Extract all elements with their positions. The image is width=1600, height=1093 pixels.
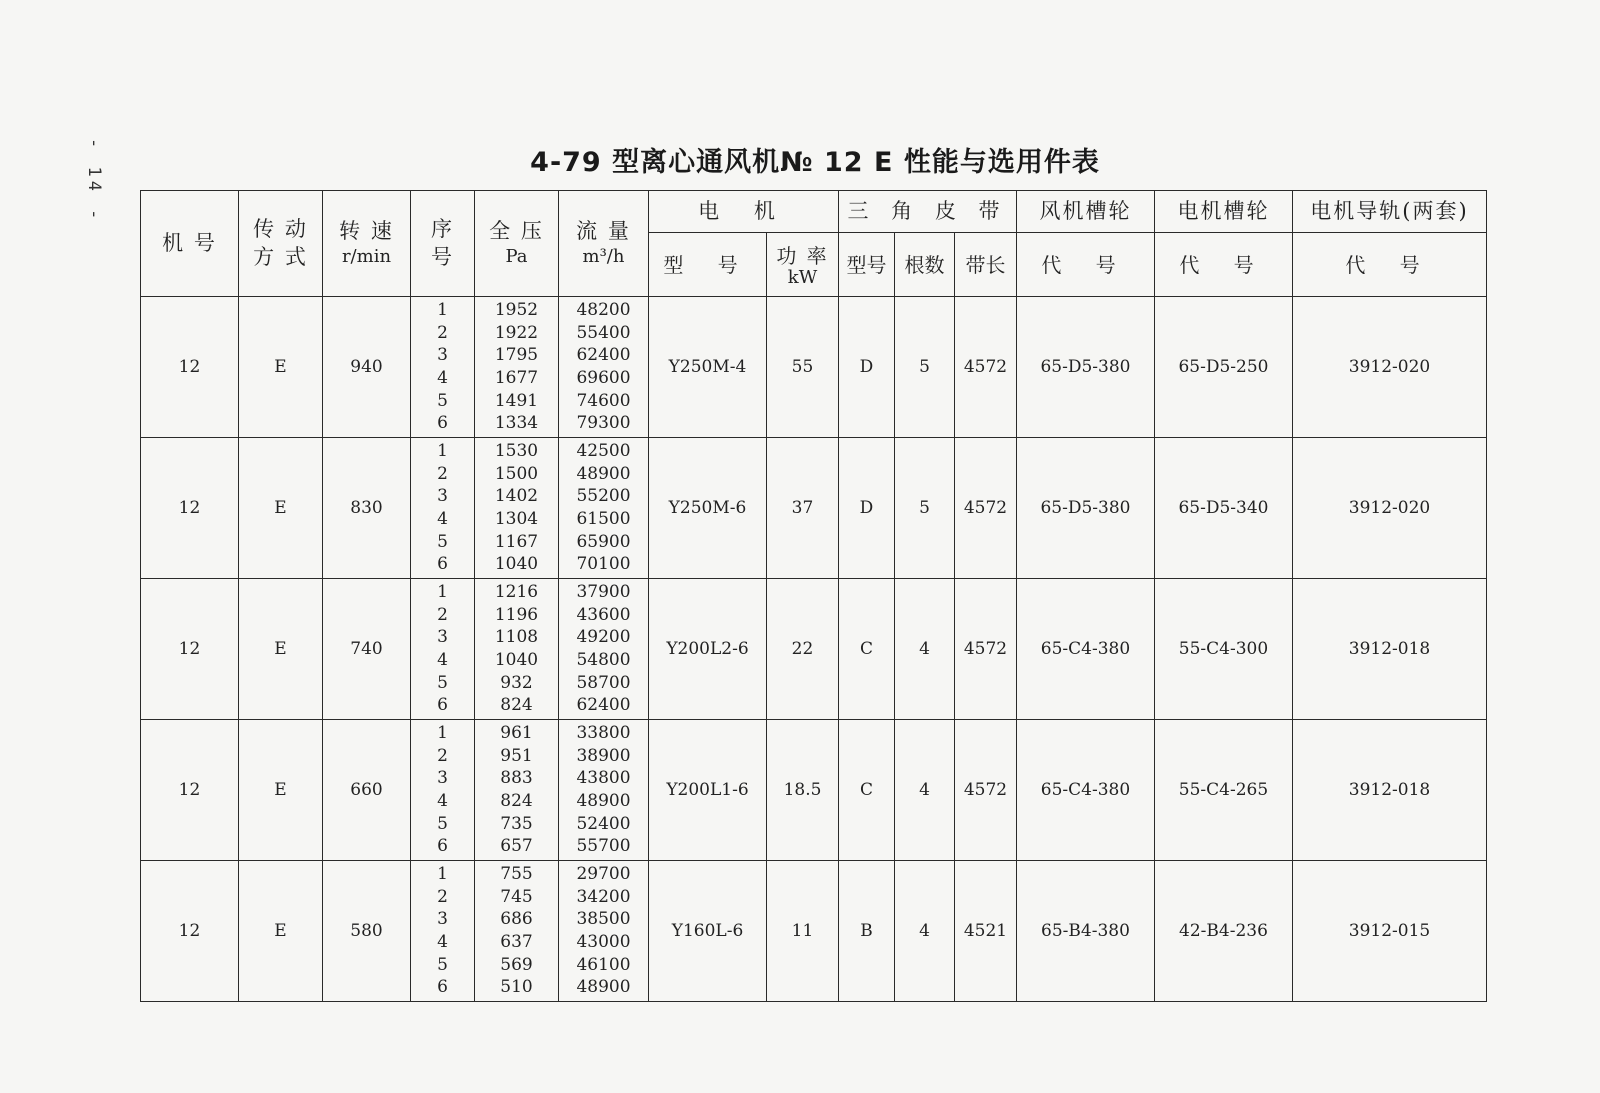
cell-pressure-value: 961 xyxy=(500,723,533,744)
col-motor-power-unit: kW xyxy=(787,266,818,288)
cell-rail: 3912-020 xyxy=(1293,297,1487,438)
cell-model: 12 xyxy=(141,579,239,720)
cell-flow-value: 46100 xyxy=(576,954,631,975)
cell-fan-pulley: 65-C4-380 xyxy=(1017,579,1155,720)
cell-motor-power: 22 xyxy=(767,579,839,720)
cell-pressure-value: 1040 xyxy=(494,554,539,575)
col-motor-pulley: 电机槽轮 xyxy=(1155,191,1293,233)
cell-seq xyxy=(411,861,475,1002)
cell-flow-value: 38500 xyxy=(576,909,631,930)
cell-seq-value: 3 xyxy=(437,768,448,789)
cell-seq-value: 3 xyxy=(437,486,448,507)
cell-motor-power: 37 xyxy=(767,438,839,579)
cell-pressure-value: 686 xyxy=(500,909,533,930)
col-pressure-unit: Pa xyxy=(505,246,528,268)
cell-seq-value: 5 xyxy=(437,954,448,975)
cell-flow-value: 55700 xyxy=(576,836,631,857)
col-speed-unit: r/min xyxy=(341,246,392,268)
col-fan-pulley: 风机槽轮 xyxy=(1017,191,1155,233)
cell-seq xyxy=(411,438,475,579)
col-speed-line1: 转 速 xyxy=(339,219,394,244)
cell-belt-length: 4572 xyxy=(955,438,1017,579)
cell-pressure-value: 1304 xyxy=(494,509,539,529)
col-flow xyxy=(559,191,649,297)
col-flow-unit: m³/h xyxy=(582,246,625,268)
cell-pressure-value: 824 xyxy=(500,695,533,716)
cell-flow-value: 79300 xyxy=(576,413,631,434)
cell-motor-pulley: 55-C4-300 xyxy=(1155,579,1293,720)
cell-seq-value: 5 xyxy=(437,531,448,552)
cell-seq xyxy=(411,720,475,861)
cell-flow-value: 58700 xyxy=(576,672,631,693)
col-belt-count: 根数 xyxy=(895,233,955,297)
cell-pressure-value: 1952 xyxy=(494,300,539,321)
col-pressure-line1: 全 压 xyxy=(489,219,544,244)
cell-belt-type: B xyxy=(839,861,895,1002)
cell-seq xyxy=(411,579,475,720)
cell-drive: E xyxy=(239,438,323,579)
cell-pressure-value: 735 xyxy=(500,813,533,834)
cell-belt-count: 5 xyxy=(895,297,955,438)
cell-seq-value: 6 xyxy=(437,695,448,716)
cell-flow-value: 38900 xyxy=(576,745,631,766)
col-seq-line1: 序 xyxy=(431,217,454,242)
cell-drive: E xyxy=(239,297,323,438)
cell-flow-value: 52400 xyxy=(576,813,631,834)
col-belt: 三 角 皮 带 xyxy=(839,191,1017,233)
cell-motor-pulley: 65-D5-340 xyxy=(1155,438,1293,579)
cell-pressure xyxy=(475,861,559,1002)
cell-flow-value: 61500 xyxy=(576,509,631,529)
cell-speed: 580 xyxy=(323,861,411,1002)
performance-table xyxy=(140,190,1487,1002)
cell-motor-type: Y200L2-6 xyxy=(649,579,767,720)
cell-rail: 3912-018 xyxy=(1293,720,1487,861)
cell-pressure-value: 1500 xyxy=(494,463,539,484)
cell-pressure-value: 1922 xyxy=(494,322,539,343)
cell-flow-value: 34200 xyxy=(576,886,631,907)
cell-model: 12 xyxy=(141,720,239,861)
col-motor-type: 型 号 xyxy=(649,233,767,297)
cell-pressure-value: 1216 xyxy=(494,582,539,603)
cell-seq-value: 2 xyxy=(437,604,448,625)
cell-flow-value: 43600 xyxy=(576,604,631,625)
cell-drive: E xyxy=(239,579,323,720)
cell-flow xyxy=(559,579,649,720)
cell-seq-value: 4 xyxy=(437,791,448,811)
cell-flow-value: 62400 xyxy=(576,345,631,366)
cell-belt-count: 4 xyxy=(895,861,955,1002)
cell-pressure-value: 510 xyxy=(500,977,533,998)
cell-seq-value: 5 xyxy=(437,390,448,411)
cell-flow-value: 54800 xyxy=(576,650,631,670)
col-rail: 电机导轨(两套) xyxy=(1293,191,1487,233)
cell-flow-value: 55400 xyxy=(576,322,631,343)
cell-speed: 740 xyxy=(323,579,411,720)
cell-pressure-value: 824 xyxy=(500,791,533,811)
cell-flow-value: 65900 xyxy=(576,531,631,552)
col-motor-power-line1: 功 率 xyxy=(776,243,829,268)
cell-seq xyxy=(411,297,475,438)
cell-seq-value: 5 xyxy=(437,813,448,834)
col-flow-line1: 流 量 xyxy=(576,219,631,244)
cell-pressure-value: 1334 xyxy=(494,413,539,434)
cell-rail: 3912-015 xyxy=(1293,861,1487,1002)
cell-seq-value: 6 xyxy=(437,413,448,434)
cell-flow-value: 74600 xyxy=(576,390,631,411)
cell-speed: 940 xyxy=(323,297,411,438)
cell-flow-value: 48900 xyxy=(576,463,631,484)
cell-flow-value: 55200 xyxy=(576,486,631,507)
cell-belt-count: 5 xyxy=(895,438,955,579)
cell-pressure xyxy=(475,720,559,861)
cell-seq-value: 1 xyxy=(437,723,448,744)
cell-flow-value: 37900 xyxy=(576,582,631,603)
cell-seq-value: 2 xyxy=(437,745,448,766)
cell-belt-type: C xyxy=(839,720,895,861)
page-number: - 14 - xyxy=(84,138,104,224)
cell-seq-value: 6 xyxy=(437,554,448,575)
cell-pressure-value: 1040 xyxy=(494,650,539,670)
cell-fan-pulley: 65-D5-380 xyxy=(1017,438,1155,579)
cell-seq-value: 2 xyxy=(437,886,448,907)
col-belt-length: 带长 xyxy=(955,233,1017,297)
cell-motor-power: 18.5 xyxy=(767,720,839,861)
cell-seq-value: 4 xyxy=(437,650,448,670)
cell-pressure-value: 745 xyxy=(500,886,533,907)
cell-pressure-value: 951 xyxy=(500,745,533,766)
col-motor-power xyxy=(767,233,839,297)
cell-flow-value: 43800 xyxy=(576,768,631,789)
cell-seq-value: 5 xyxy=(437,672,448,693)
cell-pressure-value: 932 xyxy=(500,672,533,693)
cell-seq-value: 1 xyxy=(437,582,448,603)
col-seq-line2: 号 xyxy=(431,244,454,269)
cell-seq-value: 4 xyxy=(437,509,448,529)
cell-model: 12 xyxy=(141,438,239,579)
cell-pressure-value: 1108 xyxy=(494,627,539,648)
cell-model: 12 xyxy=(141,861,239,1002)
cell-drive: E xyxy=(239,861,323,1002)
cell-pressure xyxy=(475,579,559,720)
cell-pressure xyxy=(475,438,559,579)
cell-flow-value: 62400 xyxy=(576,695,631,716)
col-speed xyxy=(323,191,411,297)
cell-drive: E xyxy=(239,720,323,861)
cell-flow xyxy=(559,720,649,861)
cell-motor-pulley: 65-D5-250 xyxy=(1155,297,1293,438)
cell-speed: 830 xyxy=(323,438,411,579)
table-row xyxy=(141,438,1487,579)
cell-flow-value: 69600 xyxy=(576,368,631,388)
cell-flow-value: 29700 xyxy=(576,864,631,885)
cell-belt-length: 4572 xyxy=(955,720,1017,861)
cell-seq-value: 6 xyxy=(437,836,448,857)
cell-pressure-value: 1196 xyxy=(494,604,539,625)
cell-fan-pulley: 65-D5-380 xyxy=(1017,297,1155,438)
table-row xyxy=(141,579,1487,720)
cell-motor-type: Y200L1-6 xyxy=(649,720,767,861)
cell-motor-pulley: 42-B4-236 xyxy=(1155,861,1293,1002)
cell-flow-value: 43000 xyxy=(576,932,631,952)
cell-belt-type: C xyxy=(839,579,895,720)
col-motor: 电 机 xyxy=(649,191,839,233)
cell-motor-type: Y250M-4 xyxy=(649,297,767,438)
col-drive xyxy=(239,191,323,297)
cell-pressure-value: 657 xyxy=(500,836,533,857)
cell-speed: 660 xyxy=(323,720,411,861)
cell-flow xyxy=(559,297,649,438)
cell-motor-power: 11 xyxy=(767,861,839,1002)
table-row xyxy=(141,720,1487,861)
cell-pressure-value: 637 xyxy=(500,932,533,952)
cell-belt-type: D xyxy=(839,438,895,579)
col-pressure xyxy=(475,191,559,297)
col-fan-pulley-code: 代 号 xyxy=(1017,233,1155,297)
cell-seq-value: 2 xyxy=(437,463,448,484)
col-drive-line1: 传 动 xyxy=(253,217,308,242)
cell-seq-value: 4 xyxy=(437,932,448,952)
cell-pressure-value: 755 xyxy=(500,864,533,885)
cell-seq-value: 3 xyxy=(437,345,448,366)
cell-flow xyxy=(559,861,649,1002)
page-title: 4-79 型离心通风机№ 12 E 性能与选用件表 xyxy=(530,147,1100,178)
col-seq xyxy=(411,191,475,297)
cell-pressure-value: 569 xyxy=(500,954,533,975)
cell-flow xyxy=(559,438,649,579)
col-drive-line2: 方 式 xyxy=(253,244,308,269)
cell-fan-pulley: 65-C4-380 xyxy=(1017,720,1155,861)
cell-pressure-value: 1402 xyxy=(494,486,539,507)
table-row xyxy=(141,861,1487,1002)
col-model: 机 号 xyxy=(141,191,239,297)
cell-flow-value: 49200 xyxy=(576,627,631,648)
cell-pressure-value: 1167 xyxy=(494,531,539,552)
cell-flow-value: 48900 xyxy=(576,791,631,811)
cell-belt-count: 4 xyxy=(895,720,955,861)
cell-rail: 3912-018 xyxy=(1293,579,1487,720)
cell-seq-value: 4 xyxy=(437,368,448,388)
cell-belt-count: 4 xyxy=(895,579,955,720)
cell-model: 12 xyxy=(141,297,239,438)
cell-seq-value: 1 xyxy=(437,300,448,321)
cell-seq-value: 3 xyxy=(437,909,448,930)
col-rail-code: 代 号 xyxy=(1293,233,1487,297)
cell-pressure-value: 883 xyxy=(500,768,533,789)
cell-seq-value: 6 xyxy=(437,977,448,998)
cell-belt-length: 4521 xyxy=(955,861,1017,1002)
cell-motor-pulley: 55-C4-265 xyxy=(1155,720,1293,861)
cell-pressure xyxy=(475,297,559,438)
cell-flow-value: 42500 xyxy=(576,441,631,462)
cell-pressure-value: 1530 xyxy=(494,441,539,462)
cell-pressure-value: 1795 xyxy=(494,345,539,366)
table-row xyxy=(141,297,1487,438)
cell-pressure-value: 1491 xyxy=(494,390,539,411)
cell-seq-value: 1 xyxy=(437,441,448,462)
cell-belt-type: D xyxy=(839,297,895,438)
cell-flow-value: 70100 xyxy=(576,554,631,575)
cell-seq-value: 1 xyxy=(437,864,448,885)
cell-belt-length: 4572 xyxy=(955,579,1017,720)
cell-flow-value: 48200 xyxy=(576,300,631,321)
cell-motor-type: Y160L-6 xyxy=(649,861,767,1002)
col-motor-pulley-code: 代 号 xyxy=(1155,233,1293,297)
cell-seq-value: 3 xyxy=(437,627,448,648)
cell-seq-value: 2 xyxy=(437,322,448,343)
cell-pressure-value: 1677 xyxy=(494,368,539,388)
cell-flow-value: 33800 xyxy=(576,723,631,744)
col-belt-type: 型号 xyxy=(839,233,895,297)
cell-fan-pulley: 65-B4-380 xyxy=(1017,861,1155,1002)
cell-motor-type: Y250M-6 xyxy=(649,438,767,579)
cell-motor-power: 55 xyxy=(767,297,839,438)
cell-belt-length: 4572 xyxy=(955,297,1017,438)
cell-flow-value: 48900 xyxy=(576,977,631,998)
cell-rail: 3912-020 xyxy=(1293,438,1487,579)
